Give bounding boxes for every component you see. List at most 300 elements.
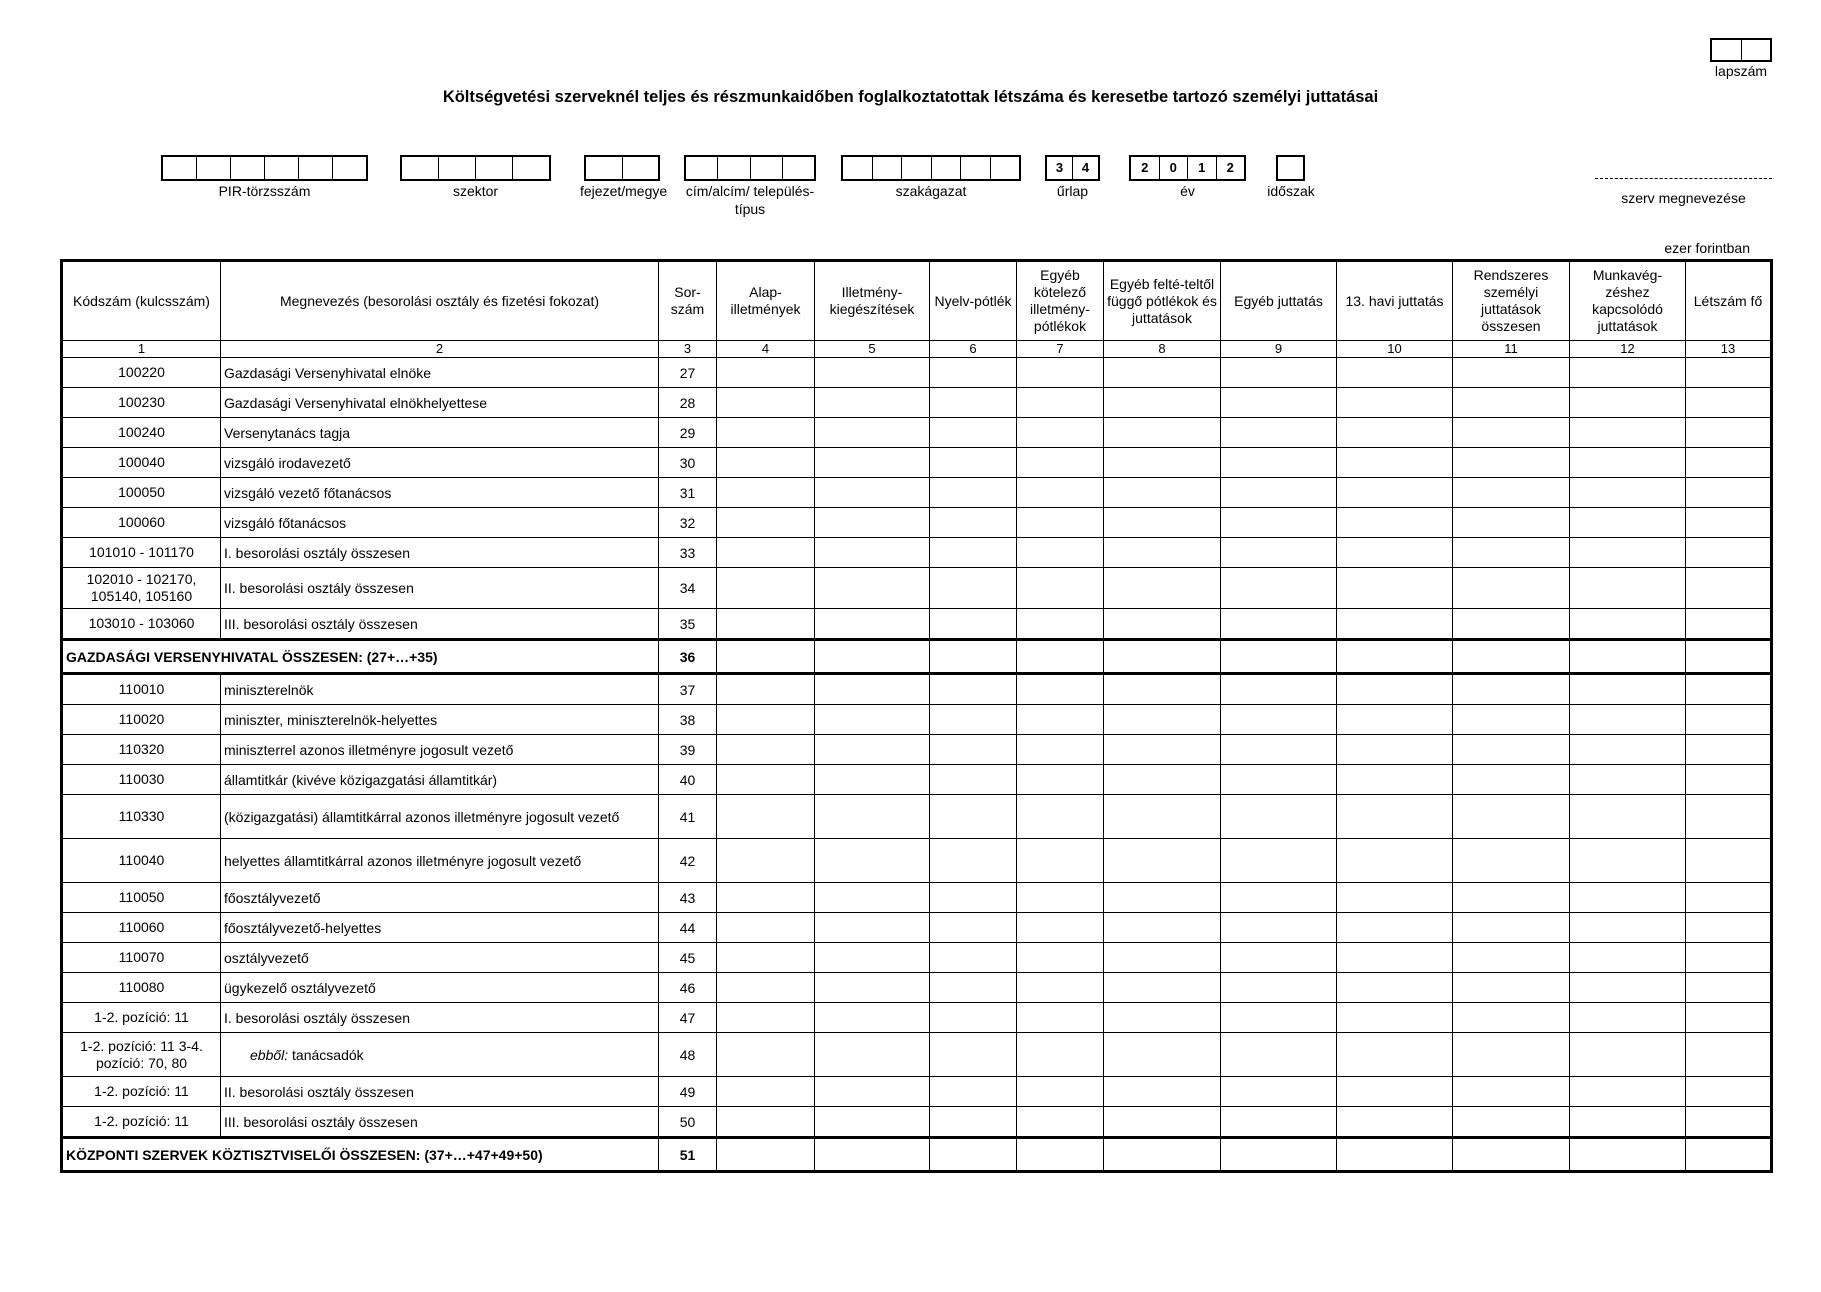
value-cell[interactable] (1221, 568, 1337, 609)
value-cell[interactable] (1337, 358, 1453, 388)
value-cell[interactable] (1221, 973, 1337, 1003)
value-cell[interactable] (930, 705, 1017, 735)
value-cell[interactable] (1221, 538, 1337, 568)
value-cell[interactable] (815, 839, 930, 883)
value-cell[interactable] (717, 358, 815, 388)
value-cell[interactable] (1453, 795, 1570, 839)
value-cell[interactable] (1570, 568, 1686, 609)
value-cell[interactable] (1104, 538, 1221, 568)
value-cell[interactable] (1453, 1107, 1570, 1138)
value-cell[interactable] (815, 538, 930, 568)
value-cell[interactable] (1337, 1003, 1453, 1033)
value-cell[interactable] (1337, 674, 1453, 705)
value-cell[interactable] (1570, 448, 1686, 478)
value-cell[interactable] (1686, 705, 1772, 735)
value-cell[interactable] (1686, 1033, 1772, 1077)
value-cell[interactable] (1017, 478, 1104, 508)
idoszak-field[interactable] (1276, 155, 1305, 181)
value-cell[interactable] (1017, 943, 1104, 973)
value-cell[interactable] (1686, 388, 1772, 418)
value-cell[interactable] (1453, 674, 1570, 705)
value-cell[interactable] (1104, 1077, 1221, 1107)
row-name: Versenytanács tagja (221, 418, 659, 448)
row-seq: 33 (659, 538, 717, 568)
value-cell[interactable] (1453, 478, 1570, 508)
fejezet-label: fejezet/megye (580, 183, 668, 199)
table-row (62, 1077, 1772, 1107)
value-cell[interactable] (1017, 1077, 1104, 1107)
row-code: 101010 - 101170 (62, 538, 221, 568)
value-cell[interactable] (1337, 973, 1453, 1003)
value-cell[interactable] (1686, 448, 1772, 478)
value-cell[interactable] (1221, 1033, 1337, 1077)
value-cell[interactable] (717, 1107, 815, 1138)
value-cell[interactable] (930, 388, 1017, 418)
value-cell[interactable] (1221, 1077, 1337, 1107)
value-cell[interactable] (717, 913, 815, 943)
szektor-field[interactable] (400, 155, 551, 181)
value-cell[interactable] (1221, 705, 1337, 735)
value-cell[interactable] (1017, 913, 1104, 943)
value-cell[interactable] (1453, 538, 1570, 568)
value-cell[interactable] (1221, 795, 1337, 839)
value-cell[interactable] (815, 358, 930, 388)
value-cell[interactable] (1221, 478, 1337, 508)
value-cell[interactable] (1686, 883, 1772, 913)
column-number-row (62, 341, 1772, 358)
cim-cell (751, 157, 783, 179)
value-cell[interactable] (930, 795, 1017, 839)
value-cell[interactable] (815, 883, 930, 913)
value-cell[interactable] (1686, 973, 1772, 1003)
value-cell[interactable] (1570, 1107, 1686, 1138)
value-cell[interactable] (1453, 1138, 1570, 1172)
value-cell[interactable] (1221, 735, 1337, 765)
value-cell[interactable] (1104, 1138, 1221, 1172)
value-cell[interactable] (1017, 973, 1104, 1003)
value-cell[interactable] (1104, 883, 1221, 913)
value-cell[interactable] (1686, 674, 1772, 705)
value-cell[interactable] (815, 478, 930, 508)
value-cell[interactable] (1221, 418, 1337, 448)
value-cell[interactable] (1453, 388, 1570, 418)
value-cell[interactable] (1104, 674, 1221, 705)
value-cell[interactable] (815, 674, 930, 705)
value-cell[interactable] (1337, 418, 1453, 448)
row-name-prefix: ebből: (250, 1046, 289, 1063)
table-row (62, 609, 1772, 640)
value-cell[interactable] (1570, 1077, 1686, 1107)
value-cell[interactable] (1570, 913, 1686, 943)
value-cell[interactable] (1686, 735, 1772, 765)
value-cell[interactable] (1570, 973, 1686, 1003)
value-cell[interactable] (1104, 418, 1221, 448)
row-seq: 34 (659, 568, 717, 609)
value-cell[interactable] (1017, 1138, 1104, 1172)
value-cell[interactable] (1221, 448, 1337, 478)
value-cell[interactable] (1453, 1003, 1570, 1033)
value-cell[interactable] (1104, 1033, 1221, 1077)
value-cell[interactable] (1337, 448, 1453, 478)
value-cell[interactable] (1221, 913, 1337, 943)
value-cell[interactable] (1104, 765, 1221, 795)
value-cell[interactable] (815, 1077, 930, 1107)
value-cell[interactable] (1337, 640, 1453, 674)
value-cell[interactable] (815, 765, 930, 795)
value-cell[interactable] (717, 795, 815, 839)
col-number: 5 (815, 341, 930, 358)
value-cell[interactable] (1686, 1077, 1772, 1107)
value-cell[interactable] (1686, 1107, 1772, 1138)
col-header: Kódszám (kulcsszám) (62, 261, 221, 341)
value-cell[interactable] (1337, 538, 1453, 568)
value-cell[interactable] (717, 839, 815, 883)
value-cell[interactable] (1337, 883, 1453, 913)
value-cell[interactable] (1570, 508, 1686, 538)
table-row (62, 1107, 1772, 1138)
value-cell[interactable] (1104, 388, 1221, 418)
value-cell[interactable] (1017, 795, 1104, 839)
value-cell[interactable] (930, 765, 1017, 795)
value-cell[interactable] (1221, 839, 1337, 883)
value-cell[interactable] (930, 418, 1017, 448)
value-cell[interactable] (1221, 609, 1337, 640)
value-cell[interactable] (930, 478, 1017, 508)
value-cell[interactable] (1337, 1077, 1453, 1107)
value-cell[interactable] (1570, 478, 1686, 508)
row-code: 1-2. pozíció: 11 (62, 1077, 221, 1107)
value-cell[interactable] (1337, 705, 1453, 735)
value-cell[interactable] (930, 913, 1017, 943)
value-cell[interactable] (1453, 418, 1570, 448)
value-cell[interactable] (1686, 478, 1772, 508)
value-cell[interactable] (1686, 765, 1772, 795)
value-cell[interactable] (930, 973, 1017, 1003)
value-cell[interactable] (1337, 795, 1453, 839)
value-cell[interactable] (815, 609, 930, 640)
value-cell[interactable] (930, 839, 1017, 883)
value-cell[interactable] (930, 674, 1017, 705)
szakagazat-field[interactable] (841, 155, 1021, 181)
value-cell[interactable] (1337, 1138, 1453, 1172)
value-cell[interactable] (1221, 1003, 1337, 1033)
value-cell[interactable] (1104, 973, 1221, 1003)
page-number-box[interactable] (1710, 38, 1772, 62)
value-cell[interactable] (1453, 883, 1570, 913)
table-row (62, 765, 1772, 795)
idoszak-label: időszak (1267, 183, 1315, 199)
value-cell[interactable] (1017, 674, 1104, 705)
value-cell[interactable] (1221, 388, 1337, 418)
value-cell[interactable] (1453, 735, 1570, 765)
value-cell[interactable] (1337, 735, 1453, 765)
value-cell[interactable] (1337, 765, 1453, 795)
pir-cell (231, 157, 265, 179)
value-cell[interactable] (1017, 418, 1104, 448)
value-cell[interactable] (1337, 1033, 1453, 1077)
pir-field[interactable] (161, 155, 368, 181)
row-code: 100040 (62, 448, 221, 478)
value-cell[interactable] (815, 508, 930, 538)
value-cell[interactable] (815, 795, 930, 839)
col-number: 8 (1104, 341, 1221, 358)
value-cell[interactable] (930, 609, 1017, 640)
value-cell[interactable] (1686, 913, 1772, 943)
value-cell[interactable] (1686, 568, 1772, 609)
ev-field[interactable] (1129, 155, 1246, 181)
cim-label: cím/alcím/ település-típus (685, 183, 815, 217)
col-number: 10 (1337, 341, 1453, 358)
value-cell[interactable] (1337, 568, 1453, 609)
value-cell[interactable] (1570, 795, 1686, 839)
value-cell[interactable] (1453, 448, 1570, 478)
fejezet-field[interactable] (584, 155, 660, 181)
value-cell[interactable] (1017, 1107, 1104, 1138)
value-cell[interactable] (1104, 705, 1221, 735)
row-code: 110070 (62, 943, 221, 973)
value-cell[interactable] (717, 538, 815, 568)
value-cell[interactable] (1104, 478, 1221, 508)
value-cell[interactable] (1453, 839, 1570, 883)
value-cell[interactable] (930, 358, 1017, 388)
value-cell[interactable] (717, 943, 815, 973)
row-name: vizsgáló főtanácsos (221, 508, 659, 538)
value-cell[interactable] (930, 640, 1017, 674)
value-cell[interactable] (815, 973, 930, 1003)
value-cell[interactable] (815, 705, 930, 735)
value-cell[interactable] (1104, 795, 1221, 839)
value-cell[interactable] (930, 538, 1017, 568)
value-cell[interactable] (1686, 609, 1772, 640)
col-number: 2 (221, 341, 659, 358)
value-cell[interactable] (717, 973, 815, 1003)
value-cell[interactable] (1221, 640, 1337, 674)
value-cell[interactable] (930, 1003, 1017, 1033)
value-cell[interactable] (1104, 1107, 1221, 1138)
value-cell[interactable] (1453, 1033, 1570, 1077)
value-cell[interactable] (1686, 418, 1772, 448)
value-cell[interactable] (1686, 508, 1772, 538)
value-cell[interactable] (815, 568, 930, 609)
cim-field[interactable] (684, 155, 816, 181)
value-cell[interactable] (1686, 358, 1772, 388)
value-cell[interactable] (1453, 508, 1570, 538)
value-cell[interactable] (930, 448, 1017, 478)
value-cell[interactable] (815, 735, 930, 765)
value-cell[interactable] (1017, 883, 1104, 913)
value-cell[interactable] (1570, 943, 1686, 973)
value-cell[interactable] (717, 1033, 815, 1077)
value-cell[interactable] (1453, 765, 1570, 795)
value-cell[interactable] (1453, 943, 1570, 973)
value-cell[interactable] (1017, 1033, 1104, 1077)
value-cell[interactable] (717, 883, 815, 913)
value-cell[interactable] (1221, 943, 1337, 973)
value-cell[interactable] (717, 388, 815, 418)
value-cell[interactable] (1104, 839, 1221, 883)
urlap-field[interactable] (1045, 155, 1100, 181)
value-cell[interactable] (815, 1033, 930, 1077)
value-cell[interactable] (717, 640, 815, 674)
value-cell[interactable] (1337, 839, 1453, 883)
value-cell[interactable] (1570, 609, 1686, 640)
value-cell[interactable] (1221, 508, 1337, 538)
value-cell[interactable] (717, 508, 815, 538)
value-cell[interactable] (930, 883, 1017, 913)
value-cell[interactable] (930, 568, 1017, 609)
value-cell[interactable] (1017, 538, 1104, 568)
value-cell[interactable] (1337, 609, 1453, 640)
value-cell[interactable] (1221, 358, 1337, 388)
value-cell[interactable] (1453, 609, 1570, 640)
value-cell[interactable] (815, 640, 930, 674)
value-cell[interactable] (1104, 508, 1221, 538)
value-cell[interactable] (1017, 839, 1104, 883)
value-cell[interactable] (1570, 1138, 1686, 1172)
org-name-line[interactable] (1595, 178, 1772, 179)
value-cell[interactable] (717, 609, 815, 640)
value-cell[interactable] (1017, 640, 1104, 674)
value-cell[interactable] (1104, 448, 1221, 478)
value-cell[interactable] (815, 1107, 930, 1138)
value-cell[interactable] (1686, 640, 1772, 674)
value-cell[interactable] (1570, 418, 1686, 448)
table-row (62, 839, 1772, 883)
value-cell[interactable] (1686, 839, 1772, 883)
value-cell[interactable] (1570, 1003, 1686, 1033)
value-cell[interactable] (930, 943, 1017, 973)
value-cell[interactable] (1104, 1003, 1221, 1033)
value-cell[interactable] (930, 508, 1017, 538)
ev-cell: 0 (1160, 157, 1189, 179)
value-cell[interactable] (1221, 1138, 1337, 1172)
value-cell[interactable] (1337, 508, 1453, 538)
row-name: vizsgáló irodavezető (221, 448, 659, 478)
value-cell[interactable] (717, 765, 815, 795)
szakagazat-cell (932, 157, 962, 179)
value-cell[interactable] (815, 418, 930, 448)
row-code: 100230 (62, 388, 221, 418)
value-cell[interactable] (1104, 358, 1221, 388)
idoszak-cell (1278, 157, 1303, 179)
value-cell[interactable] (930, 1138, 1017, 1172)
row-seq: 40 (659, 765, 717, 795)
value-cell[interactable] (1453, 913, 1570, 943)
value-cell[interactable] (930, 1077, 1017, 1107)
value-cell[interactable] (717, 1077, 815, 1107)
row-code: 1-2. pozíció: 11 3-4. pozíció: 70, 80 (62, 1033, 221, 1077)
value-cell[interactable] (1104, 735, 1221, 765)
value-cell[interactable] (1017, 358, 1104, 388)
value-cell[interactable] (1337, 388, 1453, 418)
value-cell[interactable] (1570, 1033, 1686, 1077)
value-cell[interactable] (1337, 1107, 1453, 1138)
value-cell[interactable] (1017, 705, 1104, 735)
value-cell[interactable] (1570, 388, 1686, 418)
table-row (62, 674, 1772, 705)
value-cell[interactable] (1570, 705, 1686, 735)
value-cell[interactable] (717, 418, 815, 448)
value-cell[interactable] (1104, 913, 1221, 943)
value-cell[interactable] (717, 568, 815, 609)
value-cell[interactable] (1570, 358, 1686, 388)
value-cell[interactable] (1017, 609, 1104, 640)
value-cell[interactable] (1221, 883, 1337, 913)
value-cell[interactable] (1453, 1077, 1570, 1107)
col-number: 3 (659, 341, 717, 358)
value-cell[interactable] (815, 388, 930, 418)
value-cell[interactable] (1104, 640, 1221, 674)
value-cell[interactable] (815, 913, 930, 943)
value-cell[interactable] (815, 448, 930, 478)
value-cell[interactable] (1337, 478, 1453, 508)
row-code: 110080 (62, 973, 221, 1003)
value-cell[interactable] (815, 1003, 930, 1033)
value-cell[interactable] (1570, 640, 1686, 674)
value-cell[interactable] (717, 674, 815, 705)
value-cell[interactable] (1017, 508, 1104, 538)
value-cell[interactable] (717, 478, 815, 508)
value-cell[interactable] (717, 1003, 815, 1033)
value-cell[interactable] (1570, 735, 1686, 765)
value-cell[interactable] (1686, 943, 1772, 973)
value-cell[interactable] (815, 1138, 930, 1172)
value-cell[interactable] (1570, 839, 1686, 883)
value-cell[interactable] (1686, 538, 1772, 568)
value-cell[interactable] (1453, 568, 1570, 609)
value-cell[interactable] (930, 1107, 1017, 1138)
value-cell[interactable] (1337, 943, 1453, 973)
value-cell[interactable] (1017, 735, 1104, 765)
value-cell[interactable] (1017, 568, 1104, 609)
value-cell[interactable] (1570, 883, 1686, 913)
value-cell[interactable] (1570, 674, 1686, 705)
col-number: 9 (1221, 341, 1337, 358)
value-cell[interactable] (930, 735, 1017, 765)
value-cell[interactable] (1104, 609, 1221, 640)
value-cell[interactable] (1104, 943, 1221, 973)
value-cell[interactable] (1017, 388, 1104, 418)
value-cell[interactable] (717, 735, 815, 765)
value-cell[interactable] (1337, 913, 1453, 943)
value-cell[interactable] (1221, 674, 1337, 705)
col-header: Egyéb juttatás (1221, 261, 1337, 341)
value-cell[interactable] (1221, 765, 1337, 795)
value-cell[interactable] (717, 705, 815, 735)
col-number: 1 (62, 341, 221, 358)
value-cell[interactable] (1221, 1107, 1337, 1138)
value-cell[interactable] (717, 1138, 815, 1172)
value-cell[interactable] (1453, 358, 1570, 388)
value-cell[interactable] (1017, 448, 1104, 478)
table-row (62, 913, 1772, 943)
value-cell[interactable] (815, 943, 930, 973)
value-cell[interactable] (1017, 765, 1104, 795)
value-cell[interactable] (1686, 795, 1772, 839)
value-cell[interactable] (1686, 1138, 1772, 1172)
value-cell[interactable] (1570, 538, 1686, 568)
value-cell[interactable] (930, 1033, 1017, 1077)
value-cell[interactable] (1570, 765, 1686, 795)
value-cell[interactable] (717, 448, 815, 478)
value-cell[interactable] (1453, 705, 1570, 735)
row-code: 100060 (62, 508, 221, 538)
value-cell[interactable] (1104, 568, 1221, 609)
value-cell[interactable] (1453, 973, 1570, 1003)
value-cell[interactable] (1686, 1003, 1772, 1033)
value-cell[interactable] (1017, 1003, 1104, 1033)
value-cell[interactable] (1453, 640, 1570, 674)
